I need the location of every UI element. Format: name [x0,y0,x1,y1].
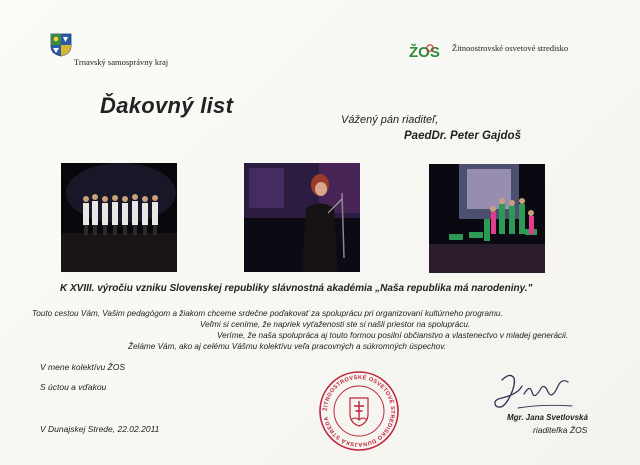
recipient-name: PaedDr. Peter Gajdoš [404,130,521,142]
zos-logo-text: ŽOS [409,44,440,60]
official-stamp-icon [318,370,400,452]
document-title: Ďakovný list [100,93,234,118]
cultural-center-name: Žitnoostrovské osvetové stredisko [452,43,569,53]
signer-name: Mgr. Jana Svetlovská [507,413,588,422]
closing-on-behalf: V mene kolektívu ŽOS [40,362,126,372]
body-line: Želáme Vám, ako aj celému Vášmu kolektívu veľa pracovných a súkromných úspechov. [128,342,446,351]
place-and-date: V Dunajskej Strede, 22.02.2011 [40,424,160,434]
salutation: Vážený pán riaditeľ, [341,114,439,126]
zos-logo-icon [408,40,453,60]
body-line: Veľmi si ceníme, že napriek vyťaženosti ste si našli priestor na spoluprácu. [200,320,471,329]
singer-photo [244,163,360,272]
closing-regards: S úctou a vďakou [40,382,107,392]
regional-crest-icon [50,33,72,57]
body-line: Touto cestou Vám, Vašim pedagógom a žiakom chceme srdečne poďakovať za spoluprácu pri organizovaní kultúrneho programu. [32,309,503,318]
handwritten-signature [488,368,578,416]
event-headline: K XVIII. výročiu vzniku Slovenskej republiky slávnostná akadémia „Naša republika má narodeniny." [60,283,533,294]
dance-performance-photo [429,164,545,273]
signer-role: riaditeľka ŽOS [533,425,588,435]
stage-group-photo [61,163,177,272]
regional-authority-name: Trnavský samosprávny kraj [74,57,169,67]
body-line: Veríme, že naša spolupráca aj touto formou posilní občianstvo a vlastenectvo v mladej generácii. [217,331,569,340]
stamp-text: ŽITNOOSTROVSKÉ OSVETOVÉ STREDISKO DUNAJSKÁ STREDA [322,374,396,448]
